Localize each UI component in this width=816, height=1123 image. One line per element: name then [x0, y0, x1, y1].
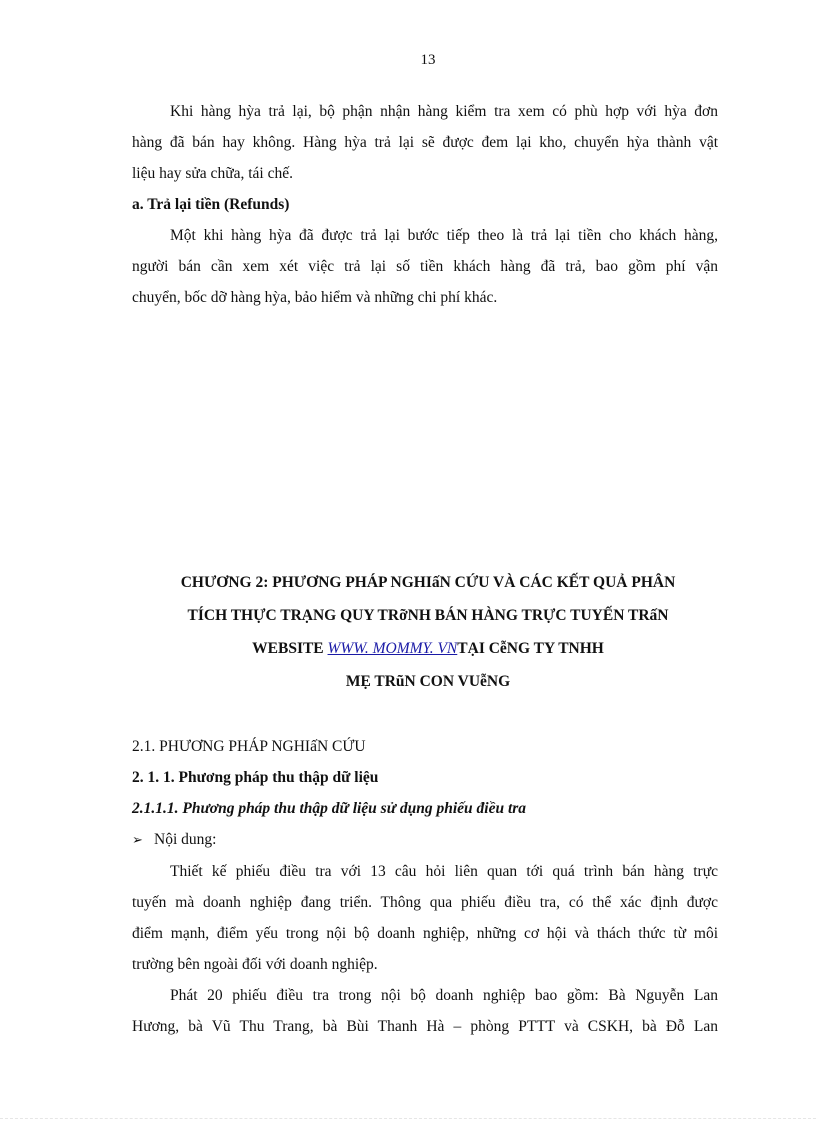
- returns-section: [132, 96, 718, 313]
- methods-section: [132, 731, 718, 1042]
- heading-2-1: 2.1. PHƯƠNG PHÁP NGHIấN CỨU: [132, 738, 366, 755]
- chapter-title-line: MẸ TRũN CON VUễNG: [345, 673, 511, 690]
- bullet-item: [132, 824, 718, 856]
- paragraph-line: người bán cần xem xét việc trả lại số tiền khách hàng đã trả, bao gồm phí vận: [132, 258, 718, 275]
- heading-2-1-1-1: 2.1.1.1. Phương pháp thu thập dữ liệu sử dụng phiếu điều tra: [132, 800, 527, 817]
- paragraph-line: Phát 20 phiếu điều tra trong nội bộ doanh nghiệp bao gồm: Bà Nguyễn Lan: [170, 987, 718, 1004]
- page-bottom-divider: [0, 1118, 816, 1119]
- heading-refunds: a. Trả lại tiền (Refunds): [132, 196, 290, 213]
- arrow-bullet-icon: ➢: [132, 833, 143, 848]
- paragraph-line: Một khi hàng hỳa đã được trả lại bước tiếp theo là trả lại tiền cho khách hàng,: [170, 227, 718, 244]
- website-link[interactable]: WWW. MOMMY. VN: [327, 640, 458, 657]
- paragraph-line: Thiết kế phiếu điều tra với 13 câu hỏi liên quan tới quá trình bán hàng trực: [170, 863, 718, 880]
- paragraph-line: hàng đã bán hay không. Hàng hỳa trả lại sẽ được đem lại kho, chuyển hỳa thành vật: [132, 134, 718, 151]
- bullet-text: Nội dung:: [154, 831, 217, 848]
- page-number: 13: [420, 52, 436, 68]
- paragraph-line: chuyển, bốc dỡ hàng hỳa, bảo hiểm và những chi phí khác.: [132, 289, 498, 306]
- paragraph-line: Khi hàng hỳa trả lại, bộ phận nhận hàng kiểm tra xem có phù hợp với hỳa đơn: [170, 103, 718, 120]
- chapter-company-label: TẠI CễNG TY TNHH: [457, 640, 604, 657]
- chapter-title-line: [100, 632, 756, 665]
- chapter-title: [100, 566, 756, 698]
- paragraph-line: Hương, bà Vũ Thu Trang, bà Bùi Thanh Hà – phòng PTTT và CSKH, bà Đỗ Lan: [132, 1018, 718, 1035]
- paragraph-line: điểm mạnh, điểm yếu trong nội bộ doanh nghiệp, những cơ hội và thách thức từ môi: [132, 925, 718, 942]
- heading-2-1-1: 2. 1. 1. Phương pháp thu thập dữ liệu: [132, 769, 379, 786]
- chapter-title-line: TÍCH THỰC TRẠNG QUY TRỡNH BÁN HÀNG TRỰC TUYẾN TRấN: [187, 607, 669, 624]
- paragraph-line: trường bên ngoài đối với doanh nghiệp.: [132, 956, 378, 973]
- chapter-title-line: CHƯƠNG 2: PHƯƠNG PHÁP NGHIấN CỨU VÀ CÁC KẾT QUẢ PHÂN: [180, 574, 676, 591]
- paragraph-line: liệu hay sửa chữa, tái chế.: [132, 165, 293, 182]
- chapter-website-label: WEBSITE: [252, 640, 328, 657]
- paragraph-line: tuyến mà doanh nghiệp đang triển. Thông qua phiếu điều tra, có thể xác định được: [132, 894, 718, 911]
